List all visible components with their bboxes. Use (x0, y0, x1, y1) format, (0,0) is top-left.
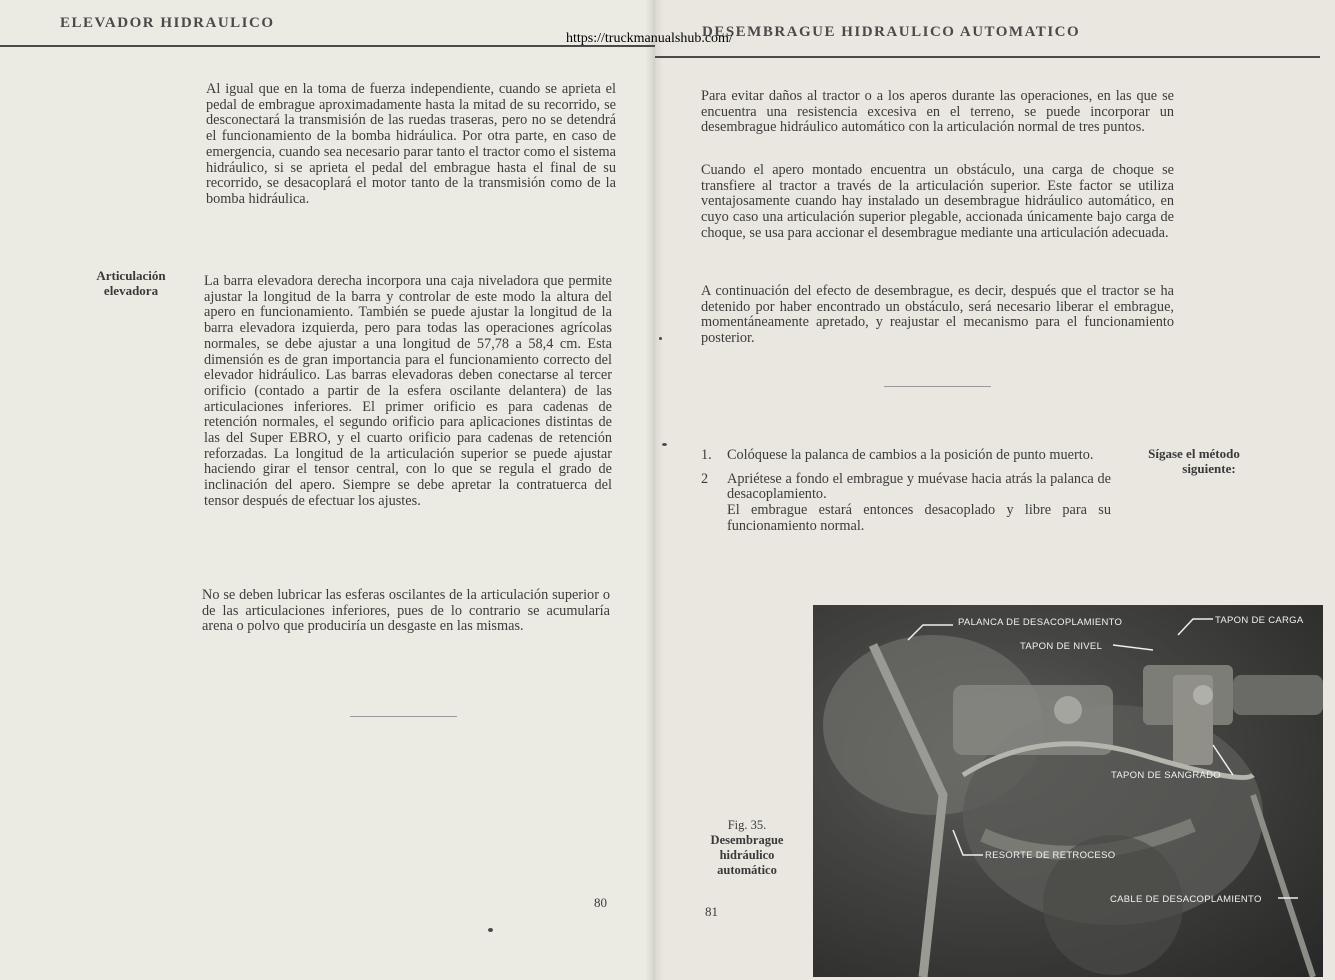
step-text: Apriétese a fondo el embrague y muévase hacia atrás la palanca de desacoplamiento. (727, 470, 1111, 503)
ink-speck (488, 928, 493, 932)
ink-speck (659, 337, 662, 340)
url-watermark[interactable]: https://truckmanualshub.com/ (566, 31, 733, 46)
method-label-line2: siguiente: (1182, 461, 1236, 476)
figure-title-line2: hidráulico (719, 848, 775, 862)
method-steps-list (701, 448, 1111, 543)
left-page-number: 80 (594, 895, 607, 910)
right-section-divider (884, 386, 991, 387)
book-gutter (645, 0, 663, 980)
callout-palanca: PALANCA DE DESACOPLAMIENTO (958, 617, 1123, 628)
side-label-line1: Articulación (96, 268, 166, 283)
figure-number: Fig. 35. (727, 818, 767, 832)
step-number: 1. (701, 447, 712, 463)
right-header-rule (655, 56, 1320, 58)
left-page-header: ELEVADOR HIDRAULICO (60, 15, 275, 31)
figure-title-line3: automático (717, 863, 777, 877)
callout-cable: CABLE DE DESACOPLAMIENTO (1110, 894, 1262, 905)
left-paragraph-3: No se deben lubricar las esferas oscilantes de la articulación superior o de las articulaciones inferiores, pues de lo contrario se acumularía arena o polvo que produciría un desgaste en las mismas. (202, 587, 610, 635)
callout-tapon-sangrado: TAPON DE SANGRADO (1111, 770, 1221, 781)
step-text-continuation: El embrague estará entonces desacoplado y libre para su funcionamiento normal. (727, 502, 1111, 534)
ink-speck (662, 443, 667, 446)
callout-tapon-carga: TAPON DE CARGA (1215, 615, 1304, 626)
figure-title-line1: Desembrague (710, 833, 784, 847)
method-label-line1: Sígase el método (1148, 446, 1240, 461)
right-page-header: DESEMBRAGUE HIDRAULICO AUTOMATICO (702, 24, 1081, 40)
right-page-number: 81 (705, 904, 718, 919)
callout-resorte: RESORTE DE RETROCESO (985, 850, 1116, 861)
side-label-articulacion (85, 268, 177, 298)
left-section-divider (350, 716, 457, 717)
figure-35-photo (813, 605, 1323, 977)
side-label-line2: elevadora (103, 283, 159, 298)
mechanism-illustration (813, 605, 1323, 977)
right-paragraph-1: Para evitar daños al tractor o a los aperos durante las operaciones, en las que se encuentra una resistencia excesiva en el terreno, se puede incorporar un desembrague hidráulico automático con la articulación normal de tres puntos. (701, 88, 1174, 136)
step-item-2 (701, 472, 1111, 535)
left-header-rule (0, 45, 655, 47)
figure-caption (700, 818, 794, 878)
step-text: Colóquese la palanca de cambios a la posición de punto muerto. (727, 447, 1094, 463)
step-number: 2 (701, 470, 709, 487)
left-paragraph-2: La barra elevadora derecha incorpora una caja niveladora que permite ajustar la longitud de la barra y controlar de este modo la altura del apero en funcionamiento. También se puede ajustar la longitud de la barra elevadora izquierda, pero para todas las operaciones agrícolas normales, se debe ajustar a una longitud de 57,78 a 58,4 cm. Esta dimensión es de gran importancia para el funcionamiento correcto del elevador hidráulico. Las barras elevadoras deben conectarse al tercer orificio (contado a partir de la esfera oscilante delantera) de las articulaciones inferiores. El primer orificio es para cadenas de retención normales, el segundo orificio para aplicaciones distintas de las del Super EBRO, y el cuarto orificio para cadenas de retención reforzadas. La longitud de la articulación superior se puede ajustar haciendo girar el tensor central, con lo que se regula el grado de inclinación del apero. Siempre se debe apretar la contratuerca del tensor después de efectuar los ajustes. (204, 273, 612, 509)
left-paragraph-1: Al igual que en la toma de fuerza independiente, cuando se aprieta el pedal de embrague aproximadamente hasta la mitad de su recorrido, se desconectará la transmisión de las ruedas traseras, pero no se detendrá el funcionamiento de la bomba hidráulica. Por otra parte, en caso de emergencia, cuando sea necesario parar tanto el tractor como el sistema hidráulico, si se aprieta el pedal del embrague hasta el final de su recorrido, se desacoplará el motor tanto de la transmisión como de la bomba hidráulica. (206, 81, 616, 207)
right-paragraph-2: Cuando el apero montado encuentra un obstáculo, una carga de choque se transfiere al tractor a través de la articulación superior. Este factor se utiliza ventajosamente cuando hay instalado un desembrague hidráulico automático, en cuyo caso una articulación superior plegable, accionada únicamente bajo carga de choque, se usa para accionar el desembrague mediante una articulación adecuada. (701, 162, 1174, 241)
method-label (1128, 446, 1260, 476)
callout-tapon-nivel: TAPON DE NIVEL (1020, 641, 1103, 652)
step-item-1 (701, 448, 1111, 464)
right-paragraph-3: A continuación del efecto de desembrague, es decir, después que el tractor se ha detenido por haber encontrado un obstáculo, será necesario liberar el embrague, momentáneamente apretado, y reajustar el mecanismo para el funcionamiento posterior. (701, 283, 1174, 347)
